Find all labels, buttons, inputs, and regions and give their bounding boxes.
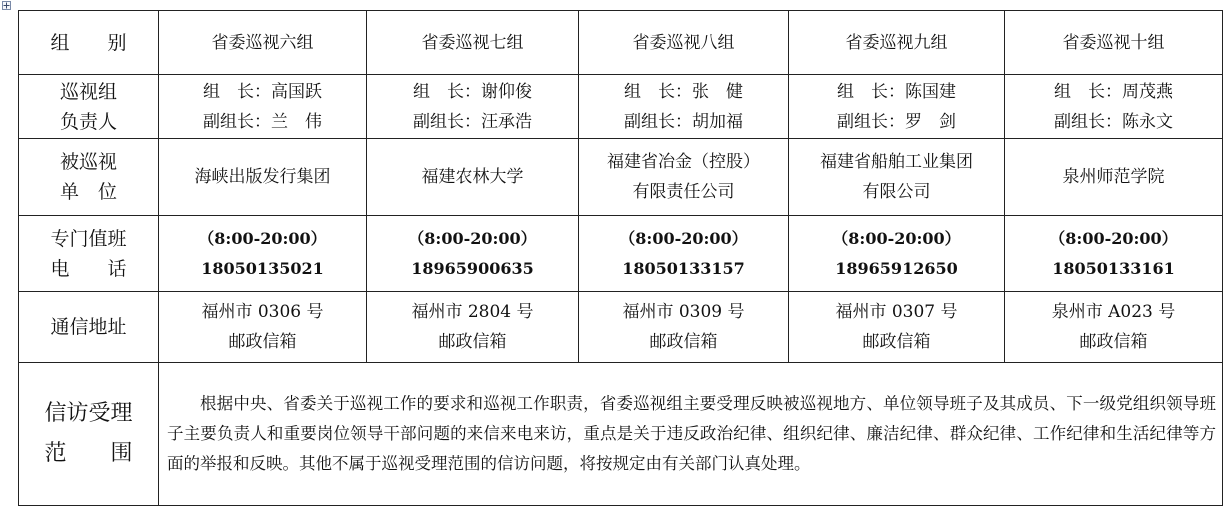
address-cell (789, 292, 1005, 363)
leader-name: 组 长：陈国建 (837, 81, 956, 102)
unit-name: 福建农林大学 (421, 167, 524, 187)
address-cell (579, 292, 789, 363)
phone-cell (789, 216, 1005, 292)
address-label-cell: 通信地址 (19, 292, 159, 363)
duty-hours: （8:00-20:00） (832, 228, 961, 248)
mailbox-number: 福州市 0306 号 (201, 302, 324, 322)
leaders-cell (367, 75, 579, 139)
mailbox-number: 福州市 0309 号 (622, 302, 745, 322)
address-cell (159, 292, 367, 363)
leaders-label-cell (19, 75, 159, 139)
phone-number: 18050133161 (1052, 258, 1175, 278)
scope-label-cell (19, 363, 159, 506)
phone-number: 18050135021 (201, 258, 324, 278)
scope-paragraph: 根据中央、省委关于巡视工作的要求和巡视工作职责，省委巡视组主要受理反映被巡视地方、单位领导班子及其成员、下一级党组织领导班子主要负责人和重要岗位领导干部问题的来信来电来访，重点是关于违反政治纪律、组织纪律、廉洁纪律、群众纪律、工作纪律和生活纪律等方面的举报和反映。其他不属于巡视受理范围的信访问题，将按规定由有关部门认真处理。 (167, 394, 1216, 473)
units-label-cell (19, 139, 159, 216)
phone-cell (159, 216, 367, 292)
inspection-table (18, 10, 1223, 506)
table-row-address (19, 292, 1223, 363)
leaders-cell (579, 75, 789, 139)
leader-name: 组 长：高国跃 (203, 81, 322, 102)
unit-cell (1005, 139, 1223, 216)
unit-name-line2: 有限责任公司 (632, 182, 735, 202)
unit-name: 泉州师范学院 (1062, 167, 1165, 187)
leader-name: 组 长：谢仰俊 (413, 81, 532, 102)
units-label-line2: 单 位 (59, 181, 117, 203)
leaders-cell (1005, 75, 1223, 139)
phone-label-cell (19, 216, 159, 292)
unit-name-line2: 有限公司 (862, 182, 931, 202)
unit-name: 海峡出版发行集团 (194, 167, 331, 187)
table-row-scope (19, 363, 1223, 506)
unit-cell (367, 139, 579, 216)
group-name-cell: 省委巡视十组 (1005, 11, 1223, 75)
unit-cell (789, 139, 1005, 216)
deputy-name: 副组长：罗 剑 (837, 111, 956, 132)
leader-name: 组 长：周茂燕 (1054, 81, 1173, 102)
mailbox-suffix: 邮政信箱 (862, 332, 931, 352)
duty-hours: （8:00-20:00） (1049, 228, 1178, 248)
leaders-label-line2: 负责人 (59, 110, 117, 133)
unit-cell (159, 139, 367, 216)
mailbox-number: 泉州市 A023 号 (1051, 302, 1176, 322)
table-row-phone (19, 216, 1223, 292)
address-cell (1005, 292, 1223, 363)
table-move-handle-icon[interactable] (2, 1, 11, 10)
deputy-name: 副组长：汪承浩 (413, 111, 532, 132)
scope-label-line2: 范 围 (44, 441, 133, 466)
phone-number: 18965900635 (411, 258, 534, 278)
unit-cell (579, 139, 789, 216)
table-row-units (19, 139, 1223, 216)
phone-label-line1: 专门值班 (50, 227, 127, 250)
mailbox-number: 福州市 2804 号 (411, 302, 534, 322)
phone-label-line2: 电 话 (50, 257, 127, 280)
deputy-name: 副组长：胡加福 (624, 111, 743, 132)
unit-name-line1: 福建省冶金（控股） (607, 152, 760, 172)
leader-name: 组 长：张 健 (624, 81, 743, 102)
mailbox-suffix: 邮政信箱 (438, 332, 507, 352)
deputy-name: 副组长：兰 伟 (203, 111, 322, 132)
leaders-cell (789, 75, 1005, 139)
group-name-cell: 省委巡视八组 (579, 11, 789, 75)
group-name-cell: 省委巡视六组 (159, 11, 367, 75)
unit-name-line1: 福建省船舶工业集团 (820, 152, 973, 172)
group-label-2: 别 (107, 31, 127, 54)
address-cell (367, 292, 579, 363)
group-label-1: 组 (50, 31, 70, 54)
mailbox-suffix: 邮政信箱 (1079, 332, 1148, 352)
leaders-label-line1: 巡视组 (59, 80, 117, 103)
table-row-leaders (19, 75, 1223, 139)
table-row-group (19, 11, 1223, 75)
group-label-cell (19, 11, 159, 75)
units-label-line1: 被巡视 (59, 151, 117, 173)
mailbox-suffix: 邮政信箱 (228, 332, 297, 352)
mailbox-suffix: 邮政信箱 (649, 332, 718, 352)
group-name-cell: 省委巡视七组 (367, 11, 579, 75)
phone-cell (1005, 216, 1223, 292)
deputy-name: 副组长：陈永文 (1054, 111, 1173, 132)
group-name-cell: 省委巡视九组 (789, 11, 1005, 75)
duty-hours: （8:00-20:00） (619, 228, 748, 248)
phone-cell (367, 216, 579, 292)
phone-cell (579, 216, 789, 292)
duty-hours: （8:00-20:00） (198, 228, 327, 248)
phone-number: 18965912650 (835, 258, 958, 278)
mailbox-number: 福州市 0307 号 (835, 302, 958, 322)
duty-hours: （8:00-20:00） (408, 228, 537, 248)
leaders-cell (159, 75, 367, 139)
scope-label-line1: 信访受理 (44, 401, 133, 426)
phone-number: 18050133157 (622, 258, 745, 278)
scope-text-cell (159, 363, 1223, 506)
